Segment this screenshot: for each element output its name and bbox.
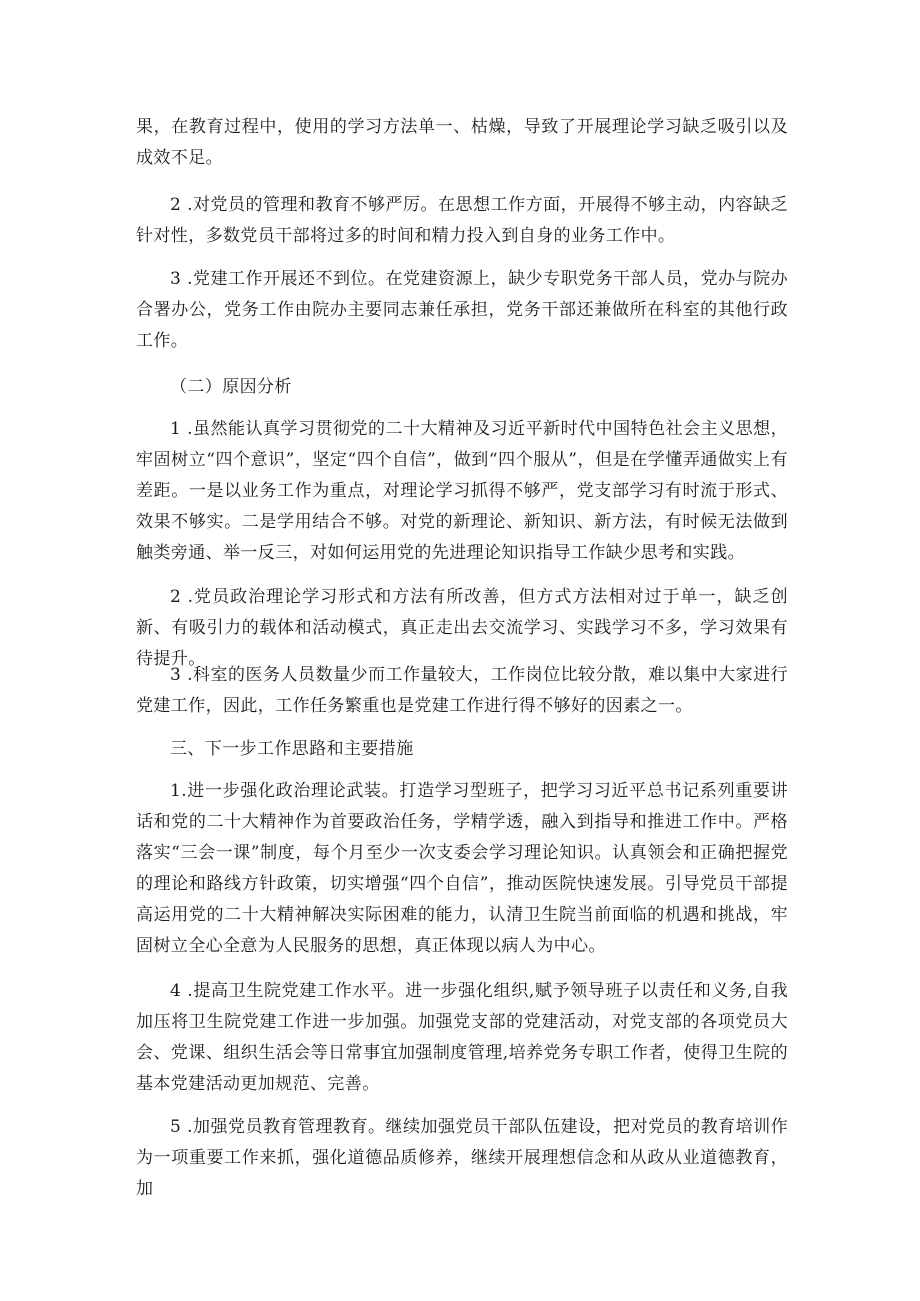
section-heading-cause-analysis: （二）原因分析 <box>170 377 292 397</box>
paragraph-problem-3: 3 .党建工作开展还不到位。在党建资源上，缺少专职党务干部人员，党办与院办合署办公，党务工作由院办主要同志兼任承担，党务干部还兼做所在科室的其他行政工作。 <box>136 269 788 351</box>
paragraph-measure-5: 5 .加强党员教育管理教育。继续加强党员干部队伍建设，把对党员的教育培训作为一项重要工作来抓，强化道德品质修养，继续开展理想信念和从政从业道德教育，加 <box>136 1117 788 1199</box>
paragraph-cause-1: 1 .虽然能认真学习贯彻党的二十大精神及习近平新时代中国特色社会主义思想，牢固树立“四个意识”，坚定“四个自信”，做到“四个服从”，但是在学懂弄通做实上有差距。一是以业务工作为重点，对理论学习抓得不够严，党支部学习有时流于形式、效果不够实。二是学用结合不够。对党的新理论、新知识、新方法，有时候无法做到触类旁通、举一反三，对如何运用党的先进理论知识指导工作缺少思考和实践。 <box>136 419 788 563</box>
section-heading-next-steps: 三、下一步工作思路和主要措施 <box>170 739 414 759</box>
paragraph-problem-2: 2 .对党员的管理和教育不够严厉。在思想工作方面，开展得不够主动，内容缺乏针对性，多数党员干部将过多的时间和精力投入到自身的业务工作中。 <box>136 195 788 246</box>
paragraph-measure-1: 1.进一步强化政治理论武装。打造学习型班子，把学习习近平总书记系列重要讲话和党的二十大精神作为首要政治任务，学精学透，融入到指导和推进工作中。严格落实“三会一课”制度，每个月至少一次支委会学习理论知识。认真领会和正确把握党的理论和路线方针政策，切实增强“四个自信”，推动医院快速发展。引导党员干部提高运用党的二十大精神解决实际困难的能力，认清卫生院当前面临的机遇和挑战，牢固树立全心全意为人民服务的思想，真正体现以病人为中心。 <box>136 781 788 956</box>
paragraph-cause-2: 2 .党员政治理论学习形式和方法有所改善，但方式方法相对过于单一，缺乏创新、有吸引力的载体和活动模式，真正走出去交流学习、实践学习不多，学习效果有待提升。 <box>136 587 788 669</box>
paragraph-cause-3: 3 .科室的医务人员数量少而工作量较大，工作岗位比较分散，难以集中大家进行党建工作，因此，工作任务繁重也是党建工作进行得不够好的因素之一。 <box>136 665 788 716</box>
paragraph-measure-4: 4 .提高卫生院党建工作水平。进一步强化组织,赋予领导班子以责任和义务,自我加压将卫生院党建工作进一步加强。加强党支部的党建活动，对党支部的各项党员大会、党课、组织生活会等日常事宜加强制度管理,培养党务专职工作者，使得卫生院的基本党建活动更加规范、完善。 <box>136 981 788 1094</box>
paragraph-continuation: 果，在教育过程中，使用的学习方法单一、枯燥，导致了开展理论学习缺乏吸引以及成效不足。 <box>136 117 788 168</box>
